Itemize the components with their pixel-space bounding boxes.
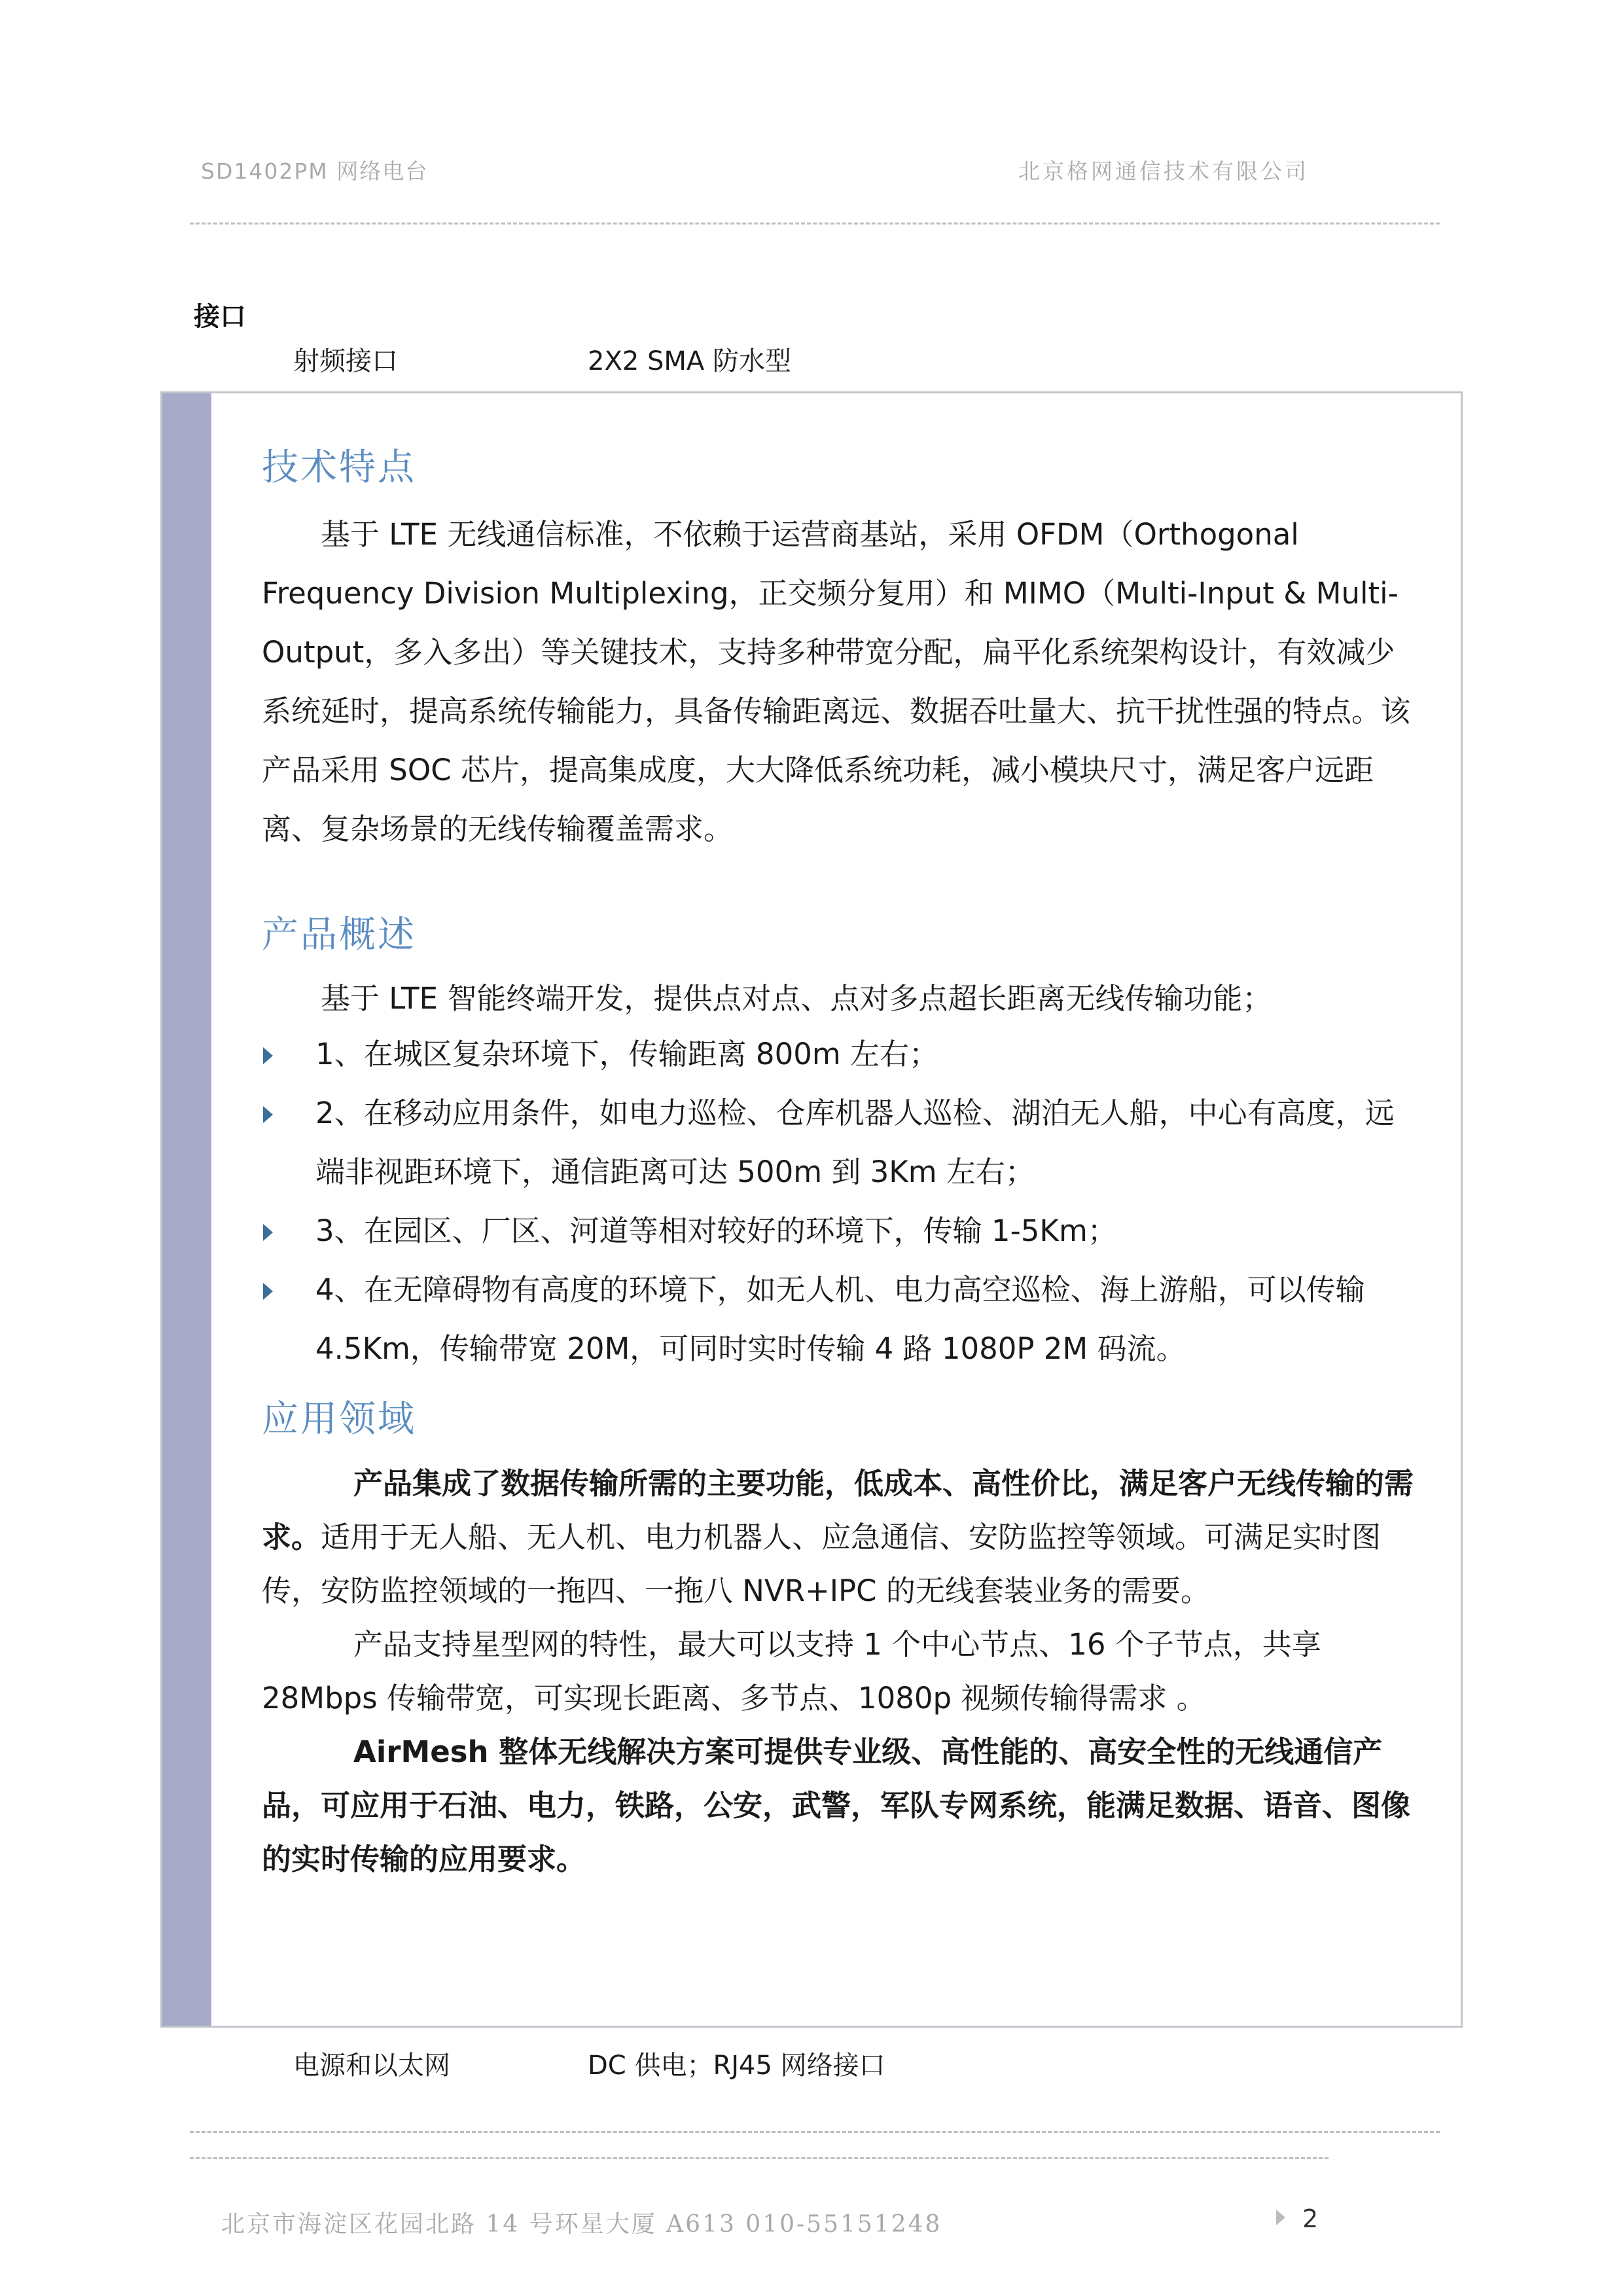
footer-divider-top: [190, 2131, 1440, 2133]
header-divider: [190, 223, 1440, 224]
header-company-name: 北京格网通信技术有限公司: [1018, 158, 1309, 184]
page-arrow-icon: [1276, 2210, 1285, 2225]
rf-interface-value: 2X2 SMA 防水型: [588, 346, 791, 376]
overview-heading: 产品概述: [262, 914, 416, 956]
tech-body: 基于 LTE 无线通信标准，不依赖于运营商基站，采用 OFDM（Orthogonal Frequency Division Multiplexing，正交频分复用）和 MIMO（Multi-Input & Multi-Output，多入多出）等关键技术，支持多种带宽分配，扁平化系统架构设计，有效减少系统延时，提高系统传输能力，具备传输距离远、数据吞吐量大、抗干扰性强的特点。该产品采用 SOC 芯片，提高集成度，大大降低系统功耗，减小模块尺寸，满足客户远距离、复杂场景的无线传输覆盖需求。: [262, 517, 1411, 846]
triangle-bullet-icon: [263, 1106, 273, 1123]
application-heading: 应用领域: [262, 1398, 416, 1441]
header-left-title: SD1402PM 网络电台: [201, 158, 429, 184]
footer-address: 北京市海淀区花园北路 14 号环星大厦 A613 010-55151248: [221, 2211, 942, 2238]
footer-divider-bottom: [190, 2157, 1329, 2159]
power-ethernet-value: DC 供电；RJ45 网络接口: [588, 2051, 885, 2081]
panel-side-bar: [162, 393, 211, 2026]
list-item: 3、在园区、厂区、河道等相对较好的环境下，传输 1-5Km；: [262, 1202, 1414, 1261]
panel-content: [262, 439, 1414, 1886]
overview-list: [262, 1025, 1414, 1378]
triangle-bullet-icon: [263, 1047, 273, 1064]
interface-section-label: 接口: [194, 302, 246, 332]
triangle-bullet-icon: [263, 1283, 273, 1300]
overview-intro: 基于 LTE 智能终端开发，提供点对点、点对多点超长距离无线传输功能；: [321, 981, 1272, 1016]
power-ethernet-label: 电源和以太网: [293, 2051, 450, 2081]
application-paragraph-3: AirMesh 整体无线解决方案可提供专业级、高性能的、高安全性的无线通信产品，可应用于石油、电力，铁路，公安，武警，军队专网系统，能满足数据、语音、图像的实时传输的应用要求。: [262, 1734, 1411, 1876]
list-item: 1、在城区复杂环境下，传输距离 800m 左右；: [262, 1025, 1414, 1084]
triangle-bullet-icon: [263, 1224, 273, 1241]
application-paragraph-2: 产品支持星型网的特性，最大可以支持 1 个中心节点、16 个子节点，共享 28Mbps 传输带宽，可实现长距离、多节点、1080p 视频传输得需求 。: [262, 1627, 1321, 1715]
tech-heading: 技术特点: [262, 446, 416, 489]
rf-interface-label: 射频接口: [293, 346, 398, 376]
list-item: 4、在无障碍物有高度的环境下，如无人机、电力高空巡检、海上游船，可以传输 4.5Km，传输带宽 20M，可同时实时传输 4 路 1080P 2M 码流。: [262, 1261, 1414, 1378]
application-paragraph-1: 产品集成了数据传输所需的主要功能，低成本、高性价比，满足客户无线传输的需求。适用于无人船、无人机、电力机器人、应急通信、安防监控等领域。可满足实时图传，安防监控领域的一拖四、一拖八 NVR+IPC 的无线套装业务的需要。: [262, 1466, 1414, 1608]
list-item: 2、在移动应用条件，如电力巡检、仓库机器人巡检、湖泊无人船，中心有高度，远端非视距环境下，通信距离可达 500m 到 3Km 左右；: [262, 1084, 1414, 1202]
page-number: 2: [1302, 2204, 1319, 2233]
